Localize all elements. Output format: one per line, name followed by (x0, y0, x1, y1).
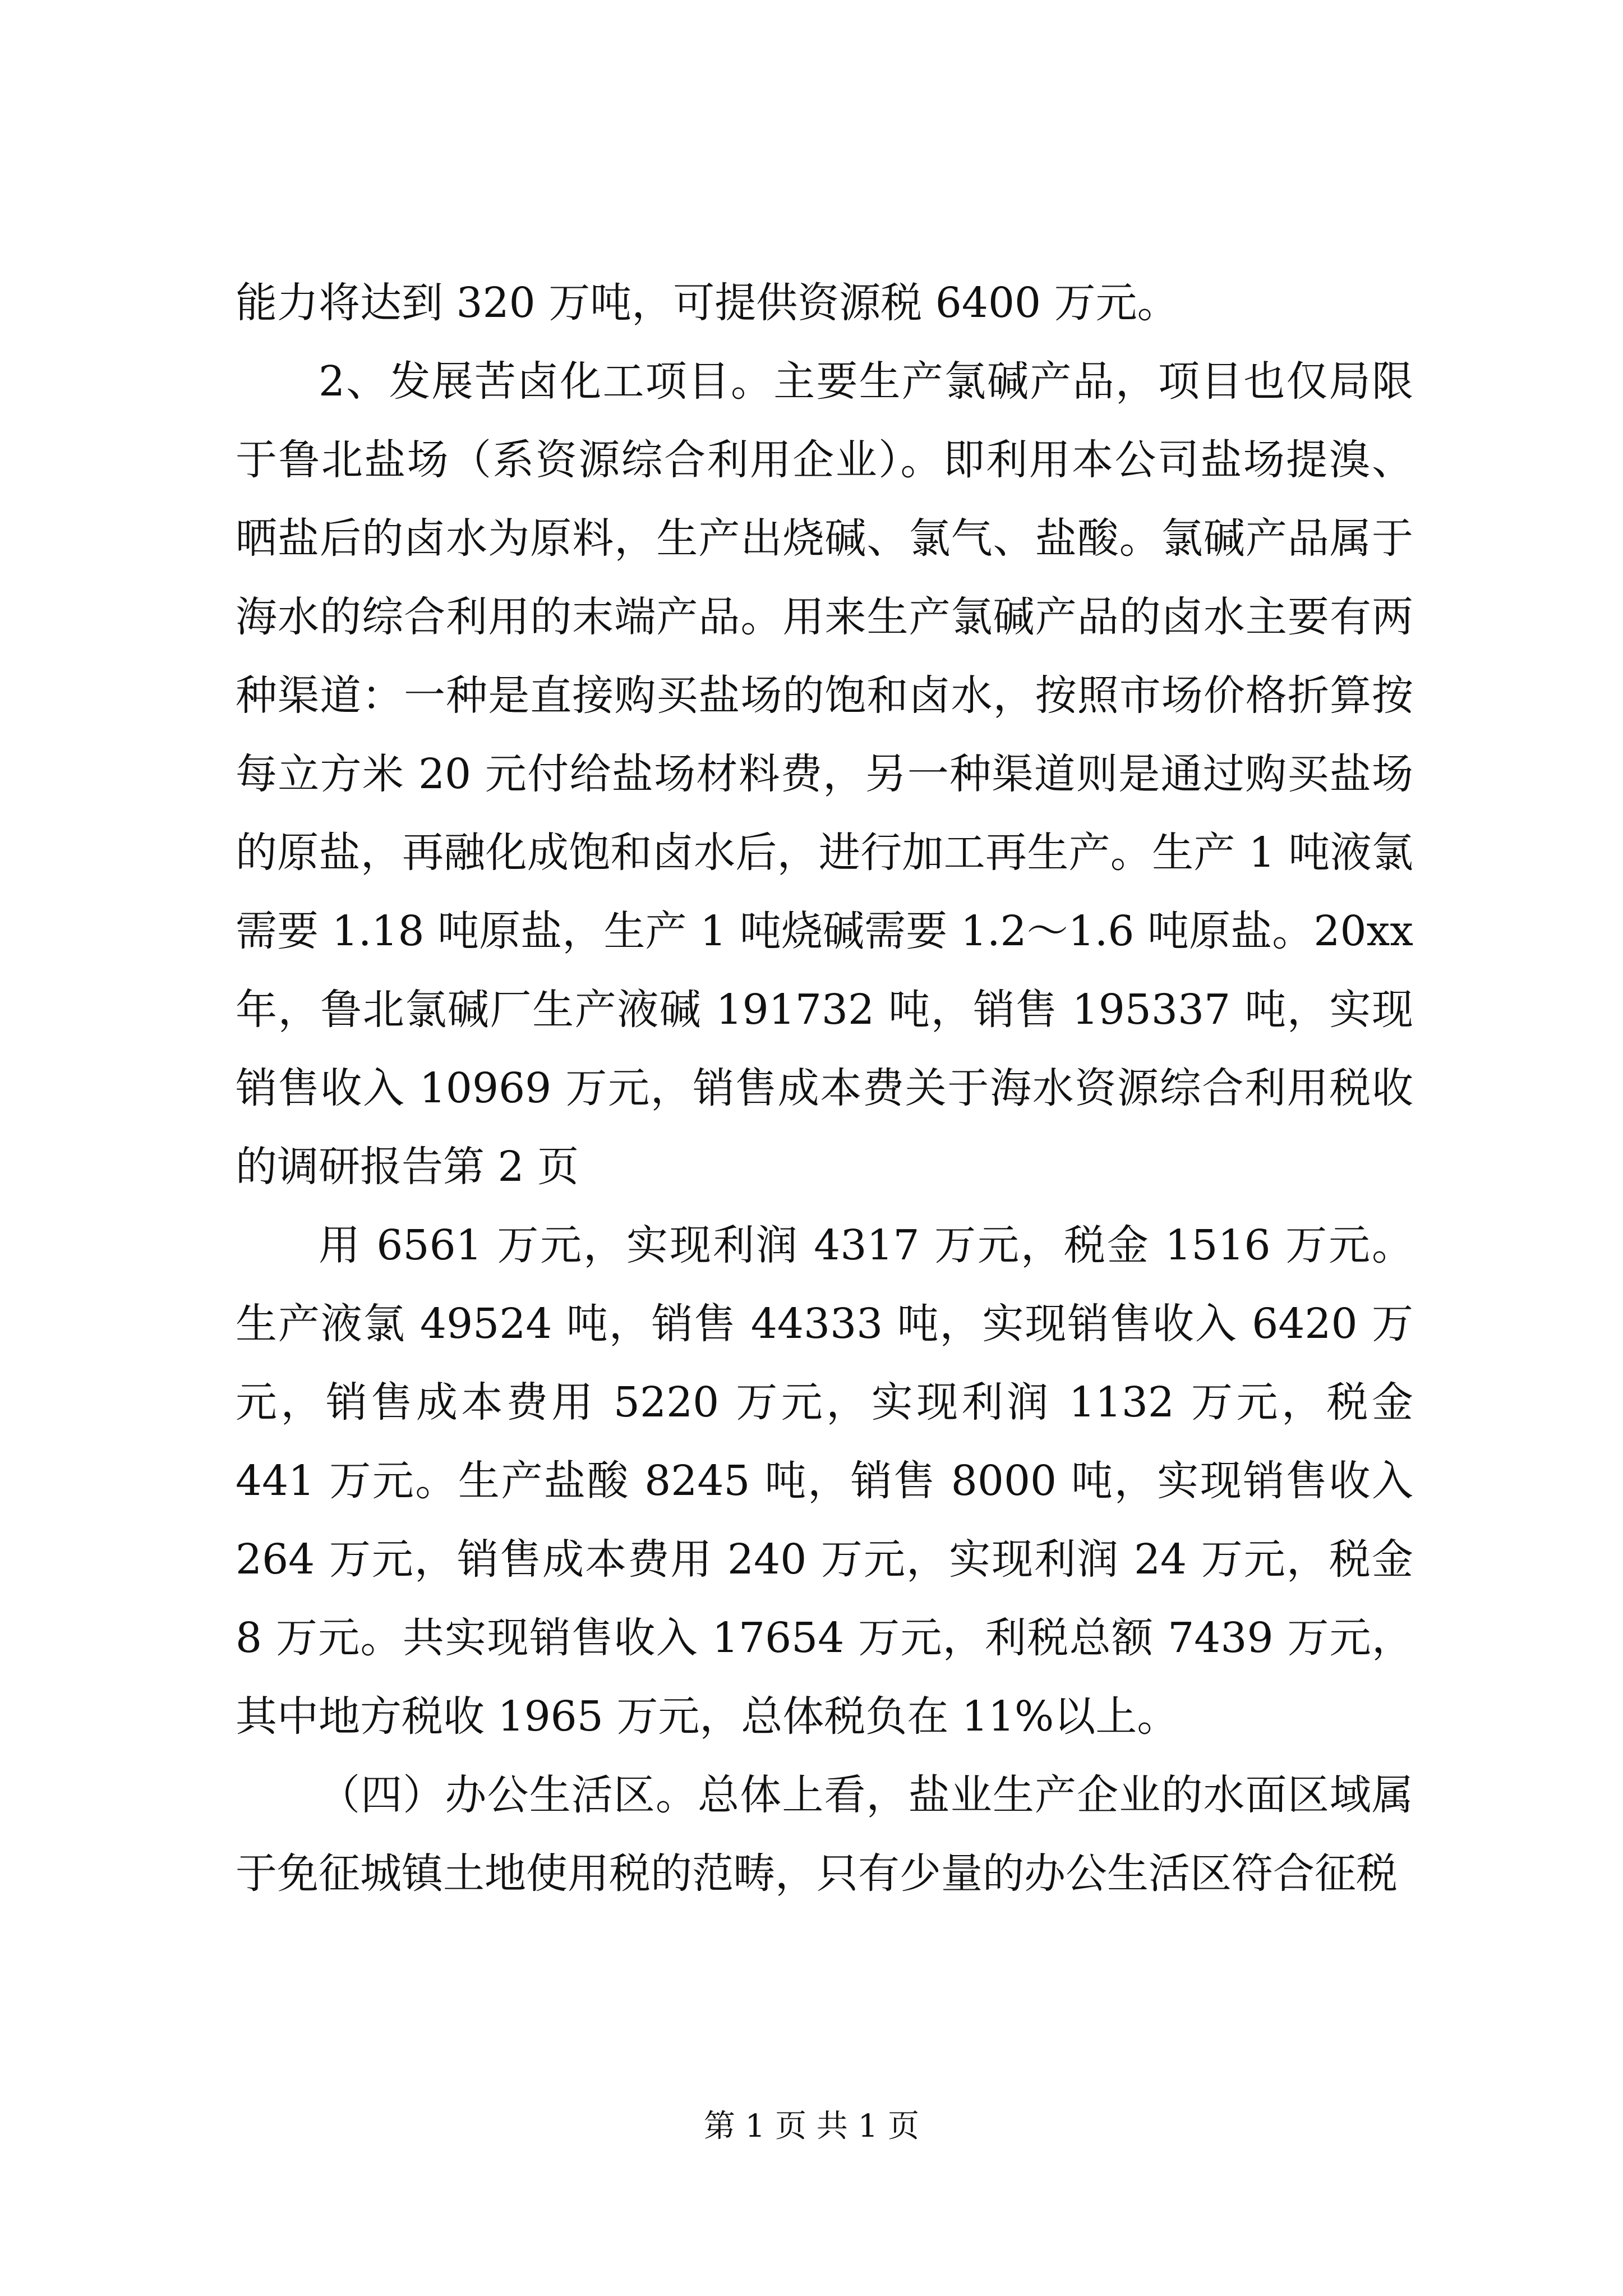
paragraph-2: 2、发展苦卤化工项目。主要生产氯碱产品，项目也仅局限于鲁北盐场（系资源综合利用企业）。即利用本公司盐场提溴、晒盐后的卤水为原料，生产出烧碱、氯气、盐酸。氯碱产品属于海水的综合利用的末端产品。用来生产氯碱产品的卤水主要有两种渠道：一种是直接购买盐场的饱和卤水，按照市场价格折算按每立方米 20 元付给盐场材料费，另一种渠道则是通过购买盐场的原盐，再融化成饱和卤水后，进行加工再生产。生产 1 吨液氯需要 1.18 吨原盐，生产 1 吨烧碱需要 1.2～1.6 吨原盐。20xx 年，鲁北氯碱厂生产液碱 191732 吨，销售 195337 吨，实现销售收入 10969 万元，销售成本费关于海水资源综合利用税收的调研报告第 2 页 (236, 357, 1413, 1191)
paragraph-1: 能力将达到 320 万吨，可提供资源税 6400 万元。 (236, 279, 1179, 327)
paragraph-4: （四）办公生活区。总体上看，盐业生产企业的水面区域属于免征城镇土地使用税的范畴，只有少量的办公生活区符合征税 (236, 1771, 1413, 1898)
document-body (236, 264, 1413, 1913)
paragraph-3: 用 6561 万元，实现利润 4317 万元，税金 1516 万元。生产液氯 49524 吨，销售 44333 吨，实现销售收入 6420 万元，销售成本费用 5220 万元，实现利润 1132 万元，税金 441 万元。生产盐酸 8245 吨，销售 8000 吨，实现销售收入 264 万元，销售成本费用 240 万元，实现利润 24 万元，税金 8 万元。共实现销售收入 17654 万元，利税总额 7439 万元，其中地方税收 1965 万元，总体税负在 11%以上。 (236, 1221, 1413, 1741)
page-footer: 第 1 页 共 1 页 (703, 2108, 920, 2145)
